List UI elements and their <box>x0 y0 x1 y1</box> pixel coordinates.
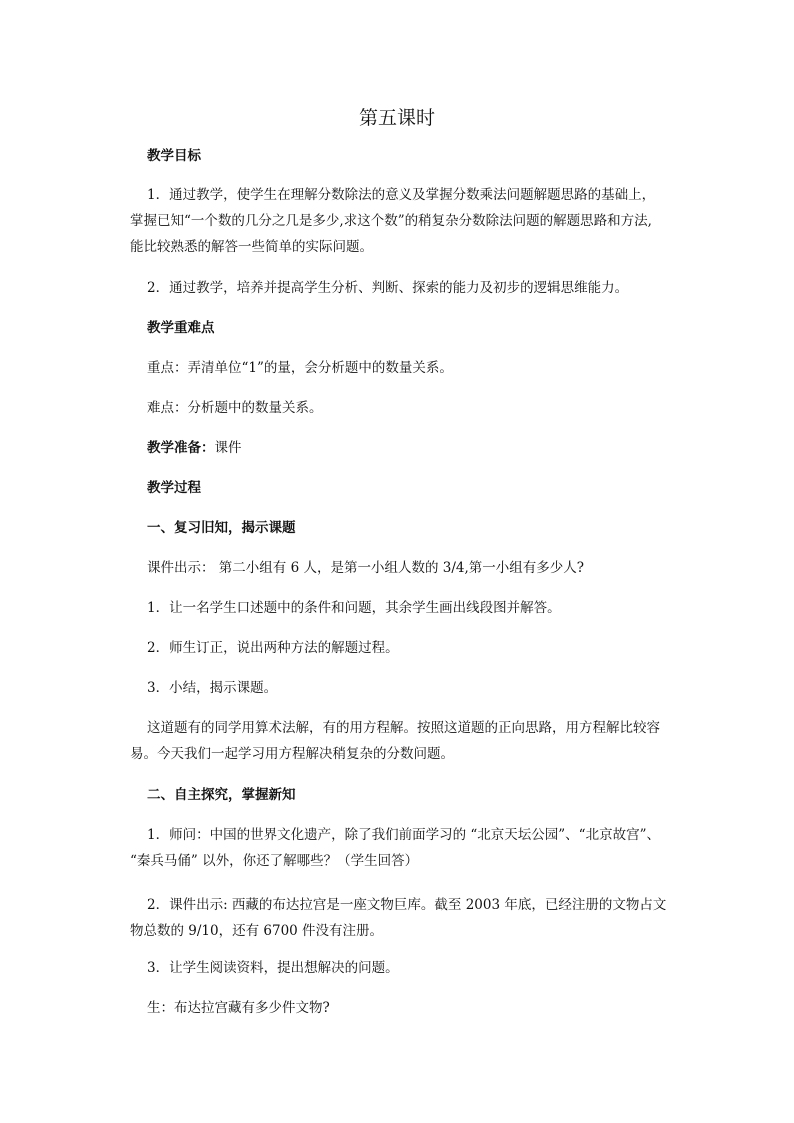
section-2-step-1-line: “秦兵马俑” 以外，你还了解哪些？（学生回答） <box>130 853 419 869</box>
key-point: 重点：弄清单位“1”的量，会分析题中的数量关系。 <box>147 360 453 376</box>
courseware-display: 课件出示： 第二小组有 6 人，是第一小组人数的 3/4,第一小组有多少人? <box>147 560 585 576</box>
section-2-step-2-line: 物总数的 9/10，还有 6700 件没有注册。 <box>130 923 384 939</box>
section-2-step-1 <box>130 822 660 874</box>
section-2-step-1-line: 1．师问：中国的世界文化遗产，除了我们前面学习的 “北京天坛公园”、“北京故宫”、 <box>147 827 660 843</box>
section-1-step-1: 1．让一名学生口述题中的条件和问题，其余学生画出线段图并解答。 <box>147 600 561 616</box>
student-answer: 生：布达拉宫藏有多少件文物? <box>147 1000 330 1016</box>
section-2-step-3: 3．让学生阅读资料，提出想解决的问题。 <box>147 960 399 976</box>
objective-item-2: 2．通过教学，培养并提高学生分析、判断、探索的能力及初步的逻辑思维能力。 <box>147 280 629 296</box>
objective-item-1-line: 掌握已知“一个数的几分之几是多少,求这个数”的稍复杂分数除法问题的解题思路和方法, <box>130 213 652 229</box>
preparation-line <box>147 439 242 457</box>
difficult-point: 难点：分析题中的数量关系。 <box>147 400 323 416</box>
section-2-step-2-line: 2．课件出示: 西藏的布达拉宫是一座文物巨库。截至 2003 年底，已经注册的文物占文 <box>147 897 667 913</box>
objective-item-1 <box>130 182 656 260</box>
section-1-step-2: 2．师生订正，说出两种方法的解题过程。 <box>147 640 399 656</box>
preparation-label: 教学准备： <box>147 440 215 456</box>
key-points-heading: 教学重难点 <box>147 320 215 336</box>
section-2-step-2 <box>130 892 667 944</box>
section-2-heading: 二、自主探究，掌握新知 <box>147 787 296 803</box>
objective-item-1-line: 1．通过教学，使学生在理解分数除法的意义及掌握分数乘法问题解题思路的基础上， <box>147 187 656 203</box>
section-1-step-3: 3．小结，揭示课题。 <box>147 680 278 696</box>
process-heading: 教学过程 <box>147 480 201 496</box>
preparation-value: 课件 <box>214 440 242 456</box>
section-1-summary <box>130 715 660 767</box>
objective-item-1-line: 能比较熟悉的解答一些简单的实际问题。 <box>130 239 373 255</box>
summary-line: 易。今天我们一起学习用方程解决稍复杂的分数问题。 <box>130 746 454 762</box>
objectives-heading: 教学目标 <box>147 148 201 164</box>
section-1-heading: 一、复习旧知，揭示课题 <box>147 520 296 536</box>
page-title: 第五课时 <box>358 107 435 129</box>
summary-line: 这道题有的同学用算术法解，有的用方程解。按照这道题的正向思路，用方程解比较容 <box>147 720 660 736</box>
